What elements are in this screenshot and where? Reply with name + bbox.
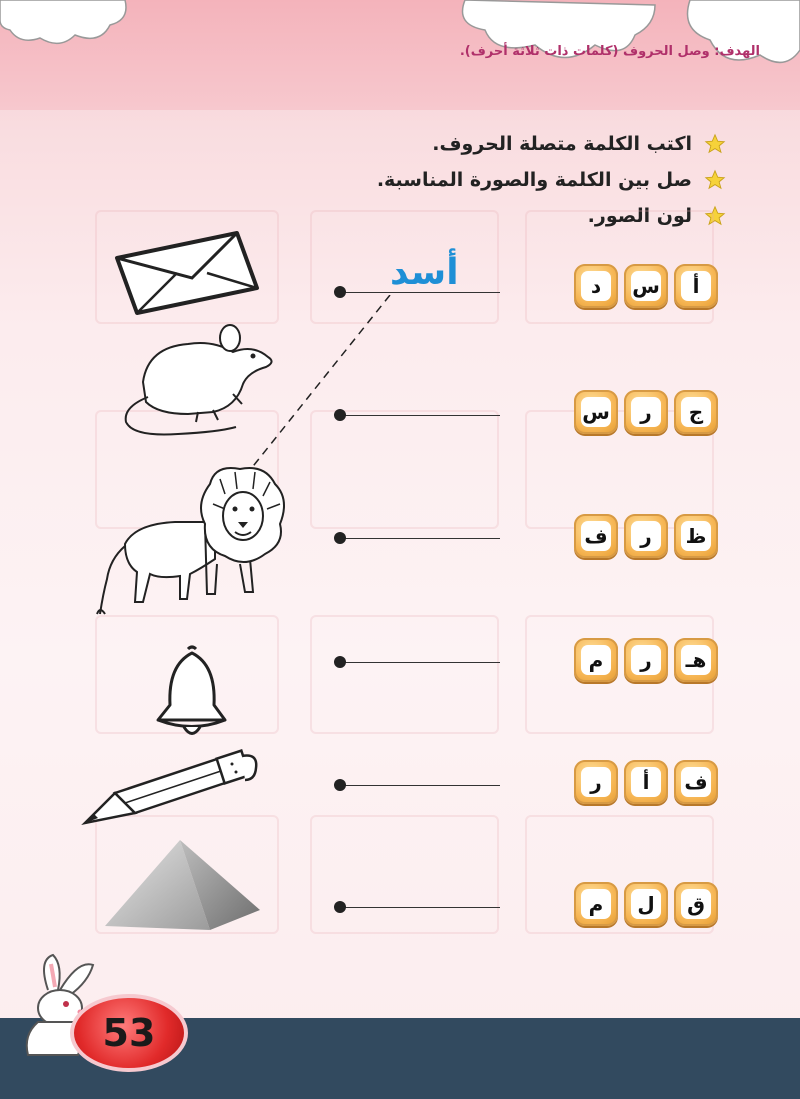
page-number: 53 <box>102 1011 156 1055</box>
letter: ق <box>681 889 711 919</box>
letter-tile <box>574 264 618 308</box>
connect-dot[interactable] <box>334 901 346 913</box>
letter: ر <box>631 645 661 675</box>
letter: أ <box>631 767 661 797</box>
letter: س <box>581 397 611 427</box>
letter-tile <box>674 638 718 682</box>
instruction-item <box>377 162 726 198</box>
pencil-icon <box>80 748 260 828</box>
letter-tile <box>624 390 668 434</box>
pyramid-icon <box>100 838 265 933</box>
instruction-text: لون الصور. <box>587 205 692 227</box>
letter: ف <box>581 521 611 551</box>
letter-tile <box>574 390 618 434</box>
letter: ر <box>581 767 611 797</box>
letter: د <box>581 271 611 301</box>
envelope-icon <box>112 228 262 318</box>
letter-tile <box>574 514 618 558</box>
letter: س <box>631 271 661 301</box>
letter-tile <box>674 390 718 434</box>
letter: أ <box>681 271 711 301</box>
letter-tiles <box>574 638 718 682</box>
letter: ظ <box>681 521 711 551</box>
letter-tiles <box>574 760 718 804</box>
connect-dot[interactable] <box>334 656 346 668</box>
lion-icon <box>95 464 305 624</box>
letter-tile <box>624 514 668 558</box>
letter-tile <box>674 760 718 804</box>
word-row <box>0 630 800 700</box>
letter-tile <box>574 638 618 682</box>
letter: ر <box>631 521 661 551</box>
letter-tiles <box>574 390 718 434</box>
letter-tile <box>574 882 618 926</box>
page-number-badge <box>70 994 188 1072</box>
letter-tile <box>624 638 668 682</box>
objective-text: الهدف: وصل الحروف (كلمات ذات ثلاثة أحرف). <box>459 44 760 59</box>
letter-tile <box>624 760 668 804</box>
cloud-left-icon <box>0 0 130 50</box>
instruction-text: صل بين الكلمة والصورة المناسبة. <box>376 169 692 191</box>
letter-tile <box>574 760 618 804</box>
letter-tiles <box>574 514 718 558</box>
answer-line[interactable] <box>340 538 500 539</box>
letter-tile <box>624 264 668 308</box>
letter: ف <box>681 767 711 797</box>
letter: ج <box>681 397 711 427</box>
letter: م <box>581 645 611 675</box>
cloud-right-icon <box>455 0 800 80</box>
connect-dot[interactable] <box>334 532 346 544</box>
letter: هـ <box>681 645 711 675</box>
letter-tile <box>674 514 718 558</box>
example-answer: أسد <box>390 252 459 293</box>
instruction-text: اكتب الكلمة متصلة الحروف. <box>432 133 692 155</box>
instruction-item <box>377 126 726 162</box>
letter-tile <box>674 882 718 926</box>
letter-tile <box>624 882 668 926</box>
letter-tiles <box>574 882 718 926</box>
star-icon <box>704 133 726 155</box>
letter-tile <box>674 264 718 308</box>
answer-line[interactable] <box>340 785 500 786</box>
mouse-icon <box>118 322 283 442</box>
bell-icon <box>150 645 235 740</box>
answer-line[interactable] <box>340 662 500 663</box>
letter-tiles <box>574 264 718 308</box>
answer-line[interactable] <box>340 907 500 908</box>
letter: ل <box>631 889 661 919</box>
letter: ر <box>631 397 661 427</box>
connect-dot[interactable] <box>334 779 346 791</box>
letter: م <box>581 889 611 919</box>
star-icon <box>704 169 726 191</box>
